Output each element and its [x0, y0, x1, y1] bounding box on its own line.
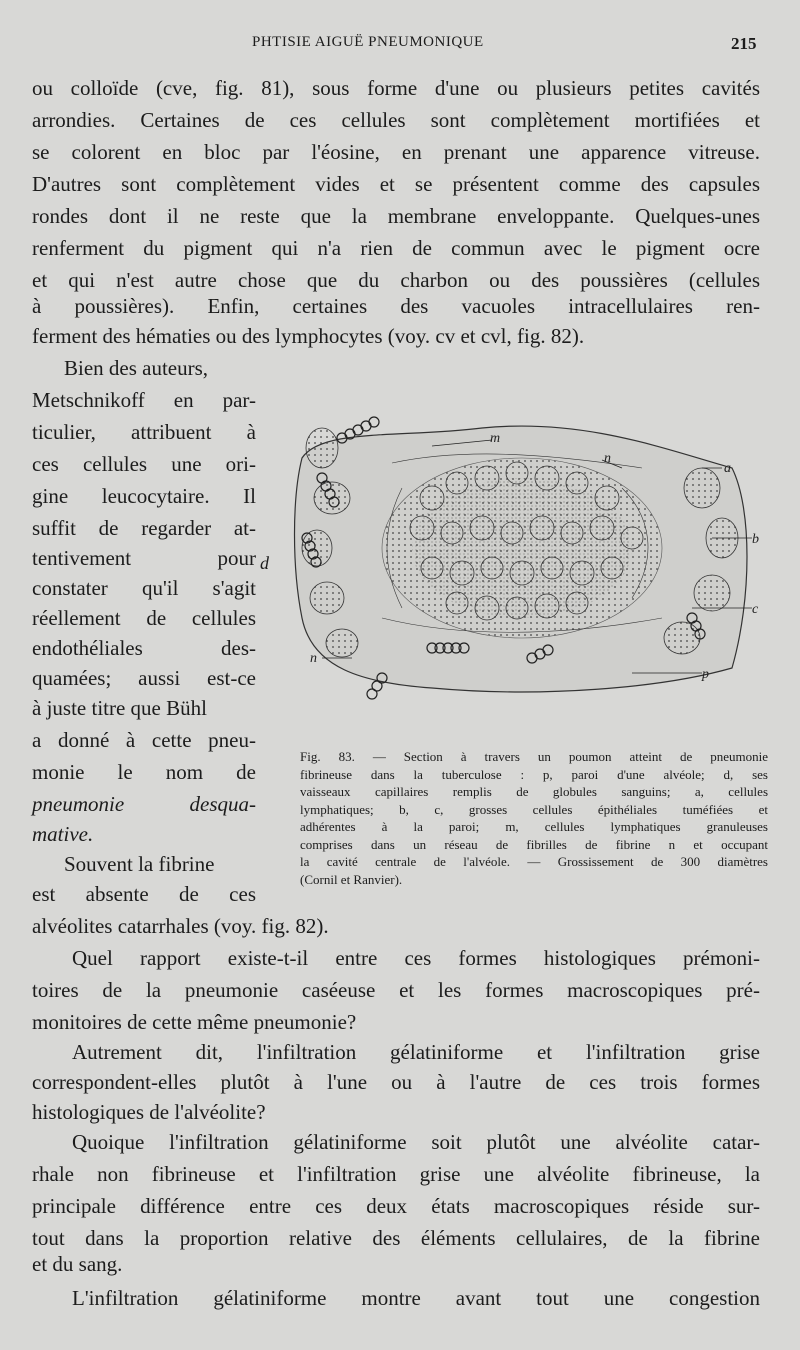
caption-line: fibrineuse dans la tuberculose : p, paroi d'une alvéole; d, ses	[300, 766, 768, 782]
figure-label-a: a	[724, 461, 731, 476]
page-number: 215	[731, 34, 757, 53]
text-line: Autrement dit, l'infiltration gélatiniforme et l'infiltration grise	[72, 1040, 760, 1064]
text-line: réellement de cellules	[32, 606, 256, 630]
figure-label-p: p	[702, 667, 709, 682]
text-line: Bien des auteurs,	[64, 356, 209, 380]
text-line: ticulier, attribuent à	[32, 420, 256, 444]
text-line: Metschnikoff en par-	[32, 388, 256, 412]
caption-line: (Cornil et Ranvier).	[300, 871, 403, 887]
text-line	[32, 794, 256, 815]
caption-line: comprises dans un réseau de fibrilles de fibrine n et occupant	[300, 836, 768, 852]
text-line: ou colloïde (cve, fig. 81), sous forme d'une ou plusieurs petites cavités	[32, 76, 760, 100]
text-line: Souvent la fibrine	[64, 852, 215, 876]
alveolus-illustration	[282, 368, 762, 748]
figure-label-n-top: n	[604, 451, 611, 466]
text-line: tentivement pour	[32, 546, 256, 570]
text-line: histologiques de l'alvéolite?	[32, 1100, 266, 1124]
text-line: se colorent en bloc par l'éosine, en prenant une apparence vitreuse.	[32, 140, 760, 164]
figure-label-m: m	[490, 431, 501, 446]
caption-line: la cavité centrale de l'alvéole. — Grossissement de 300 diamètres	[300, 854, 768, 869]
text-line: Quoique l'infiltration gélatiniforme soit plutôt une alvéolite catar-	[72, 1130, 760, 1154]
text-line: et du sang.	[32, 1252, 123, 1276]
text-line: correspondent-elles plutôt à l'une ou à l'autre de ces trois formes	[32, 1070, 760, 1094]
caption-line: vaisseaux capillaires remplis de globules sanguins; a, cellules	[300, 784, 768, 799]
text-line: renferment du pigment qui n'a rien de commun avec le pigment ocre	[32, 236, 760, 260]
text-line: Quel rapport existe-t-il entre ces formes histologiques prémoni-	[72, 946, 760, 970]
text-line	[32, 824, 256, 845]
italic-term: mative.	[32, 822, 94, 846]
text-line: rhale non fibrineuse et l'infiltration grise une alvéolite fibrineuse, la	[32, 1162, 760, 1186]
text-line: monie le nom de	[32, 760, 256, 784]
text-line: alvéolites catarrhales (voy. fig. 82).	[32, 914, 329, 938]
text-line: suffit de regarder at-	[32, 516, 256, 540]
figure-label-d: d	[260, 553, 269, 573]
text-line: ferment des hématies ou des lymphocytes (voy. cv et cvl, fig. 82).	[32, 324, 585, 348]
text-line: à juste titre que Bühl	[32, 696, 207, 720]
page-header	[0, 34, 800, 58]
text-line: D'autres sont complètement vides et se présentent comme des capsules	[32, 172, 760, 196]
figure-label-c: c	[752, 602, 759, 617]
text-line: à poussières). Enfin, certaines des vacuoles intracellulaires ren-	[32, 294, 760, 318]
text-line: arrondies. Certaines de ces cellules sont complètement mortifiées et	[32, 108, 760, 132]
text-line: toires de la pneumonie caséeuse et les formes macroscopiques pré-	[32, 978, 760, 1002]
figure-label-b: b	[752, 532, 759, 547]
text-line: ces cellules une ori-	[32, 452, 256, 476]
text-line: quamées; aussi est-ce	[32, 666, 256, 690]
histology-figure	[282, 368, 762, 748]
text-line: a donné à cette pneu-	[32, 728, 256, 752]
text-line: gine leucocytaire. Il	[32, 484, 256, 508]
running-title: PHTISIE AIGUË PNEUMONIQUE	[252, 34, 484, 50]
text-line: principale différence entre ces deux états macroscopiques réside sur-	[32, 1194, 760, 1218]
text-line: monitoires de cette même pneumonie?	[32, 1010, 357, 1034]
figure-label-n-bottom: n	[310, 651, 317, 666]
text-line: L'infiltration gélatiniforme montre avant tout une congestion	[72, 1286, 760, 1310]
caption-line: lymphatiques; b, c, grosses cellules épithéliales tuméfiées et	[300, 801, 768, 817]
text-line: tout dans la proportion relative des éléments cellulaires, de la fibrine	[32, 1226, 760, 1250]
text-line: est absente de ces	[32, 882, 256, 906]
text-line: endothéliales des-	[32, 636, 256, 660]
text-line: rondes dont il ne reste que la membrane enveloppante. Quelques-unes	[32, 204, 760, 228]
text-line: constater qu'il s'agit	[32, 576, 256, 600]
figure-caption	[272, 748, 768, 888]
caption-line: adhérentes à la paroi; m, cellules lymphatiques granuleuses	[300, 819, 768, 834]
caption-line: Fig. 83. — Section à travers un poumon atteint de pneumonie	[300, 749, 768, 764]
text-line: et qui n'est autre chose que du charbon ou des poussières (cellules	[32, 268, 760, 292]
italic-term: pneumonie desqua-	[32, 792, 256, 816]
